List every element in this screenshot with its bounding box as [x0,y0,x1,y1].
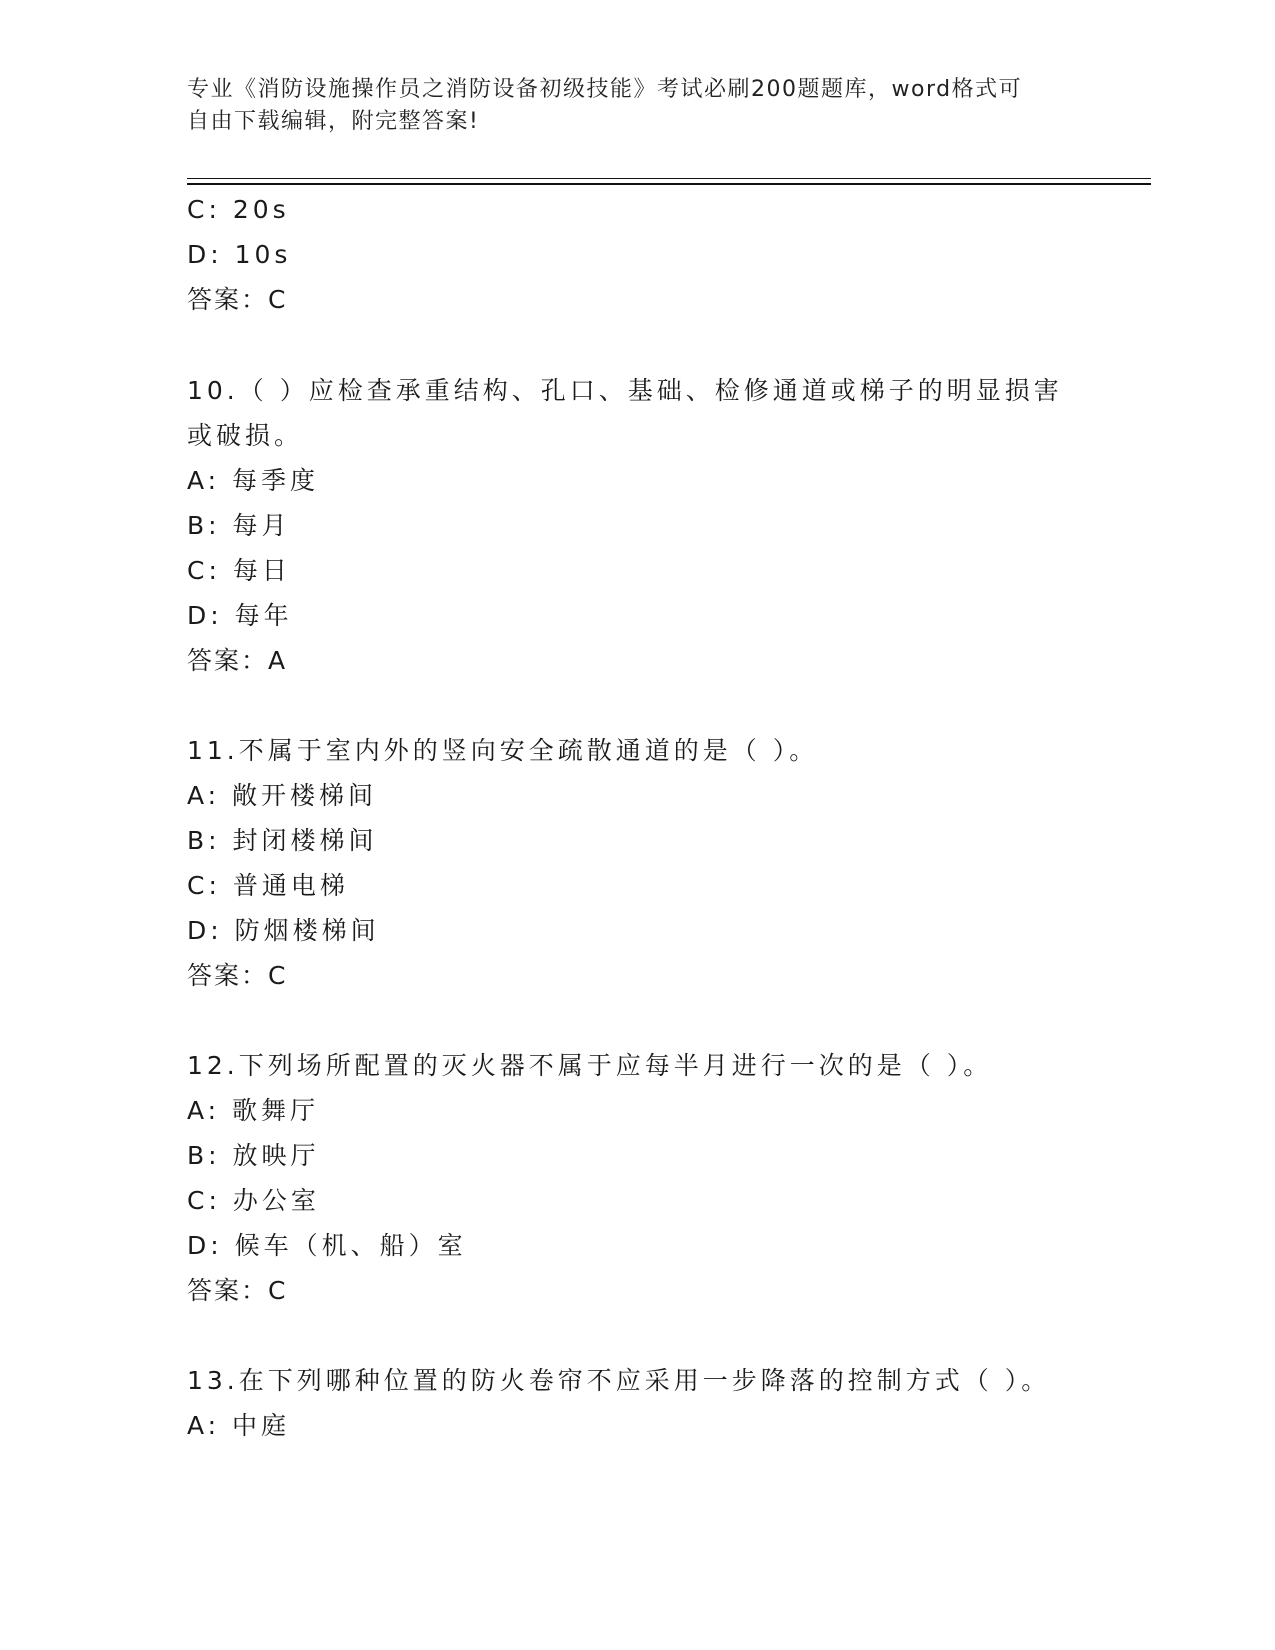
option-d: D: 防烟楼梯间 [187,916,380,945]
header-divider-thick [187,183,1151,185]
question-13-text: 13.在下列哪种位置的防火卷帘不应采用一步降落的控制方式（ ）。 [187,1366,1051,1395]
option-c: C: 办公室 [187,1186,320,1215]
answer-line: 答案：A [187,646,288,675]
answer-line: 答案：C [187,1276,288,1305]
option-b: B: 放映厅 [187,1141,320,1170]
option-a: A: 敞开楼梯间 [187,781,378,810]
document-header [187,74,1067,138]
option-a: A: 每季度 [187,466,320,495]
question-11-text: 11.不属于室内外的竖向安全疏散通道的是（ ）。 [187,736,819,765]
option-d: D: 每年 [187,601,293,630]
option-b: B: 封闭楼梯间 [187,826,378,855]
option-d: D: 10s [187,240,292,269]
question-10-text-cont: 或破损。 [187,421,304,450]
option-a: A: 中庭 [187,1411,291,1440]
header-line-2: 自由下载编辑，附完整答案! [187,109,480,134]
option-b: B: 每月 [187,511,291,540]
question-12-text: 12.下列场所配置的灭火器不属于应每半月进行一次的是（ ）。 [187,1051,993,1080]
option-a: A: 歌舞厅 [187,1096,320,1125]
option-c: C: 每日 [187,556,291,585]
answer-line: 答案：C [187,961,288,990]
option-d: D: 候车（机、船）室 [187,1231,467,1260]
option-c: C: 普通电梯 [187,871,349,900]
question-10-text: 10.（ ）应检查承重结构、孔口、基础、检修通道或梯子的明显损害 [187,376,1063,405]
answer-line: 答案：C [187,285,288,314]
header-divider-thin [187,178,1151,179]
option-c: C: 20s [187,195,290,224]
header-line-1: 专业《消防设施操作员之消防设备初级技能》考试必刷200题题库，word格式可 [187,77,1023,102]
